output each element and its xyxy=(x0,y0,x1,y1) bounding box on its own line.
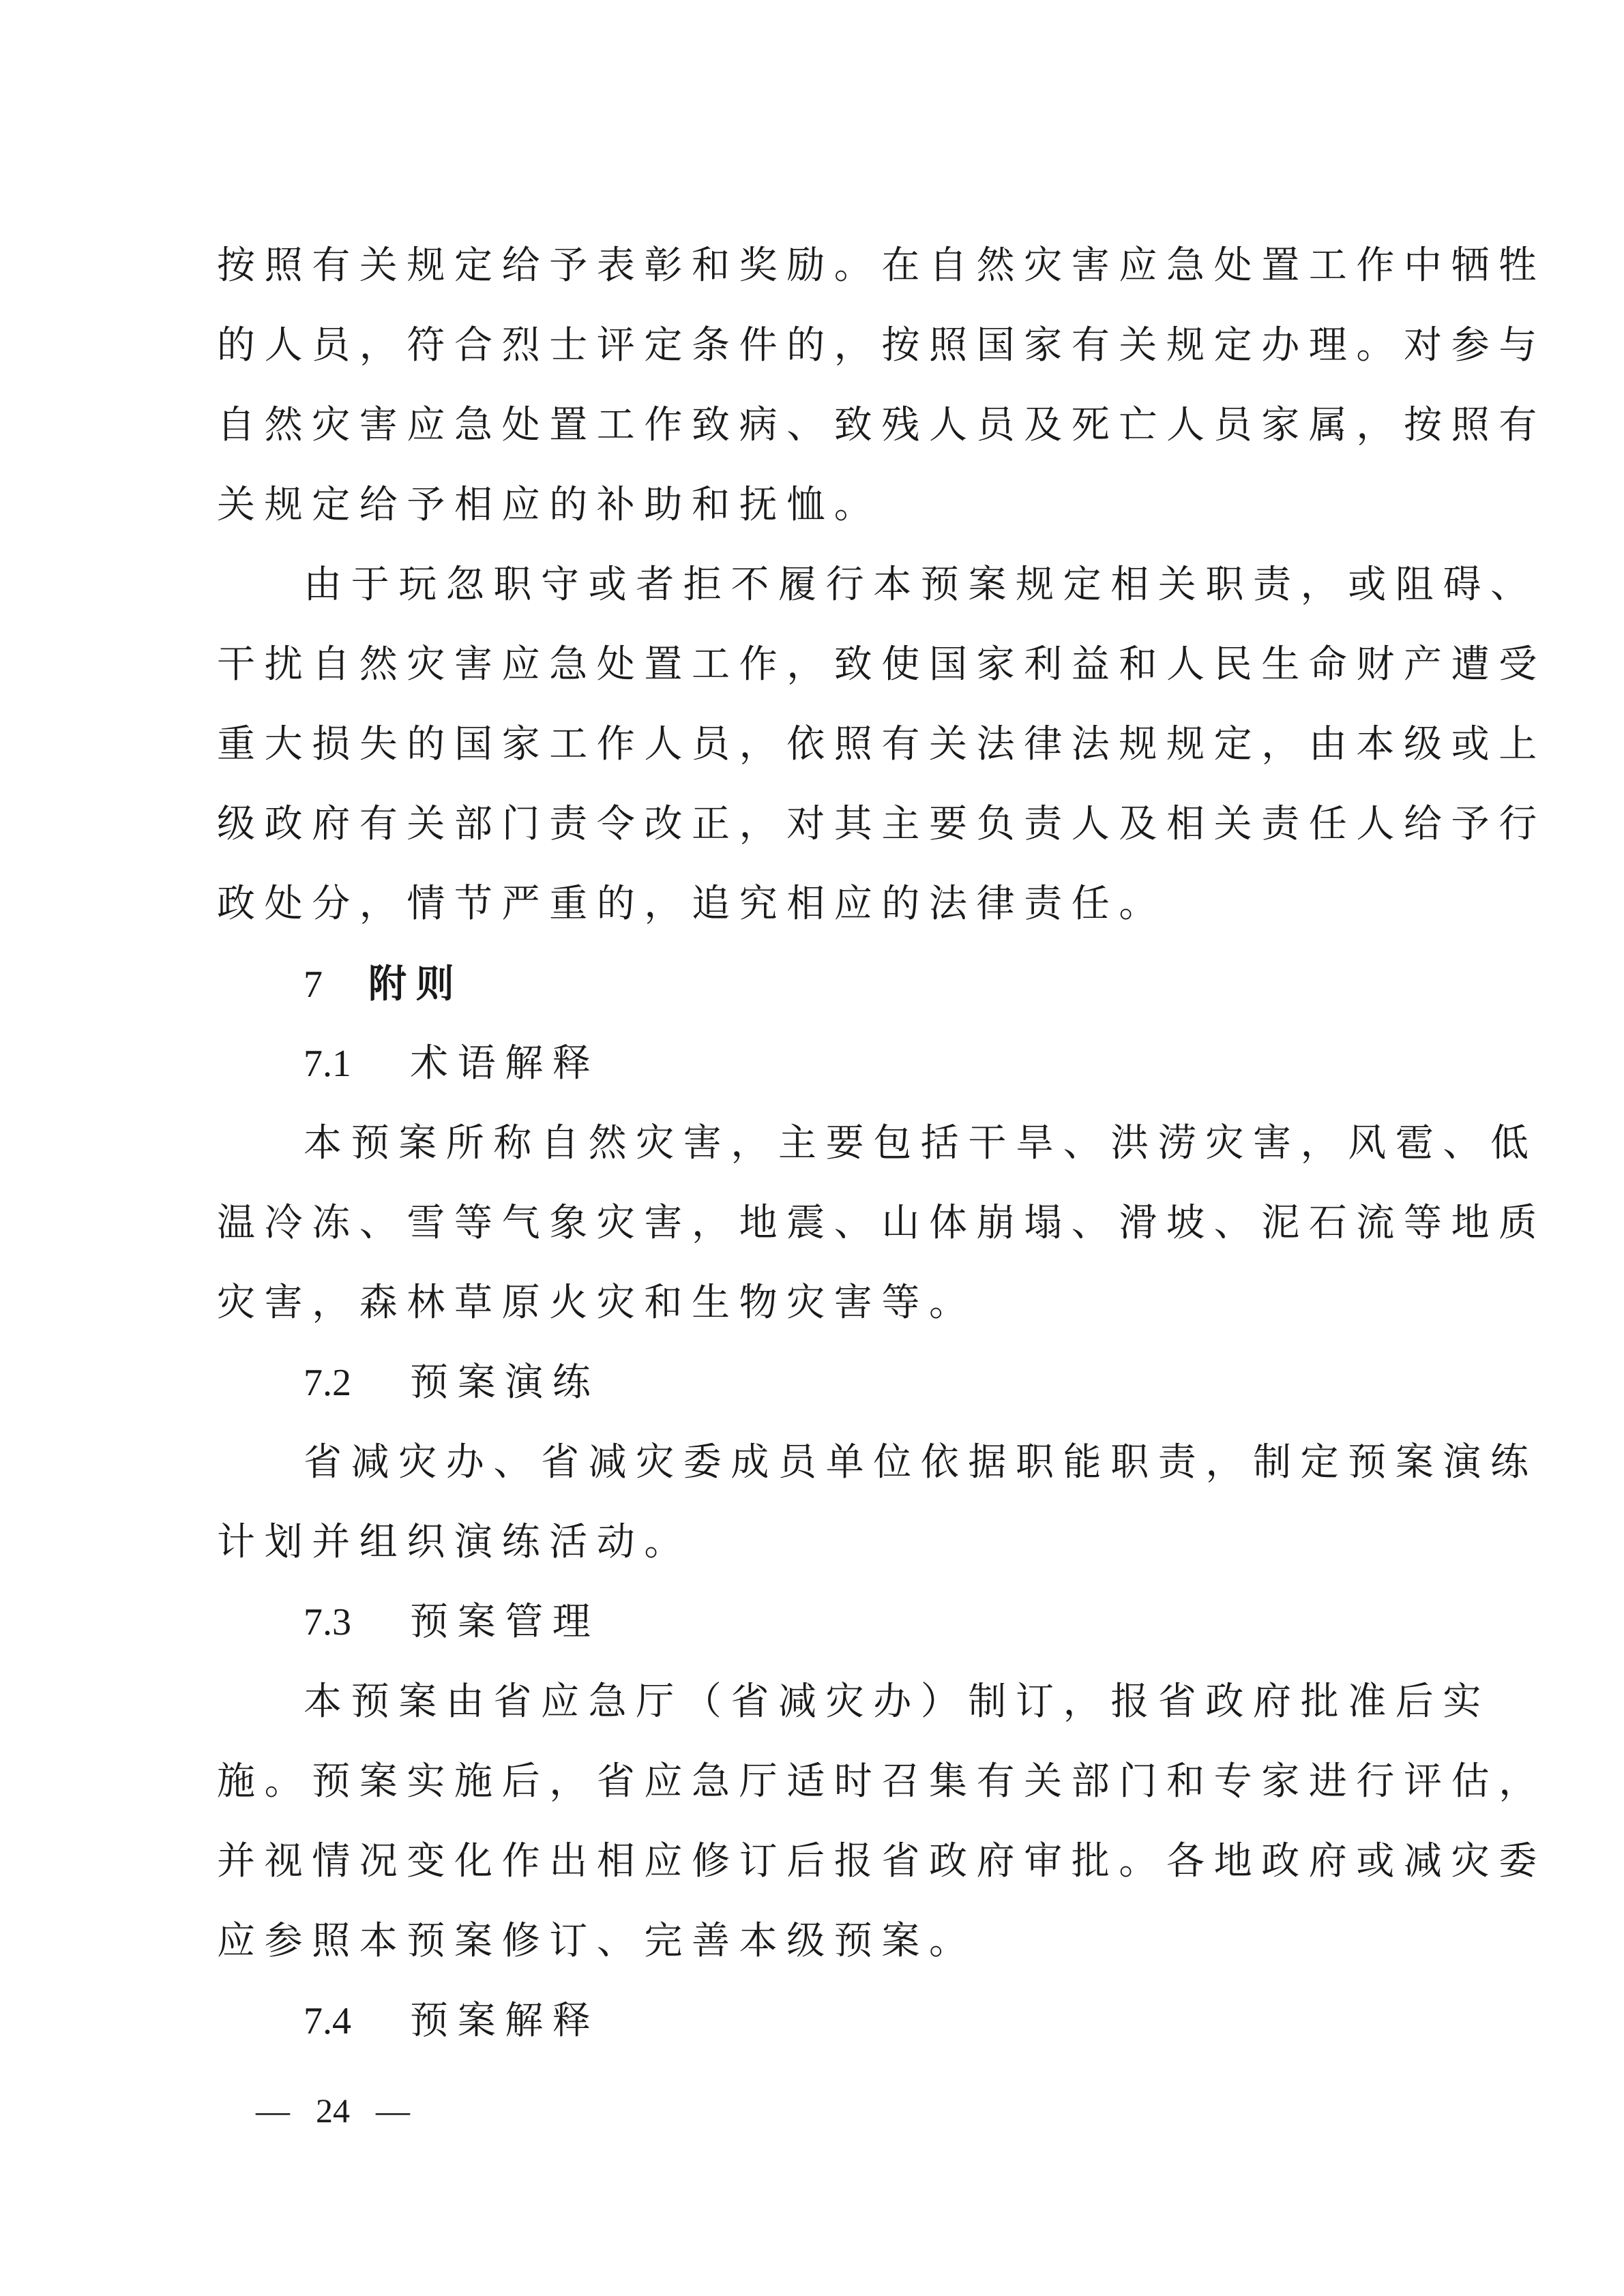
section-number: 7.4 xyxy=(304,2000,351,2042)
paragraph-line: 计划并组织演练活动。 xyxy=(217,1520,692,1564)
section-title: 术语解释 xyxy=(410,1041,600,1086)
paragraph-line: 本预案由省应急厅（省减灾办）制订，报省政府批准后实 xyxy=(304,1680,1490,1724)
paragraph-line: 施。预案实施后，省应急厅适时召集有关部门和专家进行评估， xyxy=(217,1759,1546,1804)
section-title: 预案解释 xyxy=(410,1999,600,2043)
paragraph-line: 温冷冻、雪等气象灾害，地震、山体崩塌、滑坡、泥石流等地质 xyxy=(217,1201,1546,1245)
paragraph-line: 自然灾害应急处置工作致病、致残人员及死亡人员家属，按照有 xyxy=(217,403,1546,447)
section-number: 7.1 xyxy=(304,1043,351,1085)
section-number: 7.2 xyxy=(304,1362,351,1404)
paragraph-line: 省减灾办、省减灾委成员单位依据职能职责，制定预案演练 xyxy=(304,1440,1538,1485)
paragraph-line: 按照有关规定给予表彰和奖励。在自然灾害应急处置工作中牺牲 xyxy=(217,243,1546,288)
section-title: 预案演练 xyxy=(410,1360,600,1405)
section-heading-7-1 xyxy=(304,1037,600,1091)
section-title: 预案管理 xyxy=(410,1600,600,1644)
paragraph-line: 政处分，情节严重的，追究相应的法律责任。 xyxy=(217,882,1166,926)
footer-dash-right: — xyxy=(376,2091,410,2130)
section-number: 7.3 xyxy=(304,1601,351,1643)
section-heading-7-4 xyxy=(304,1994,600,2048)
paragraph-line: 级政府有关部门责令改正，对其主要负责人及相关责任人给予行 xyxy=(217,802,1546,846)
paragraph-line: 关规定给予相应的补助和抚恤。 xyxy=(217,483,882,527)
section-heading-7-2 xyxy=(304,1356,600,1410)
section-heading-7-3 xyxy=(304,1595,600,1650)
chapter-title: 附则 xyxy=(368,961,464,1007)
paragraph-line: 并视情况变化作出相应修订后报省政府审批。各地政府或减灾委 xyxy=(217,1839,1546,1883)
page-footer xyxy=(249,2083,417,2138)
paragraph-line: 本预案所称自然灾害，主要包括干旱、洪涝灾害，风雹、低 xyxy=(304,1121,1538,1165)
page-number: 24 xyxy=(316,2091,350,2130)
paragraph-line: 的人员，符合烈士评定条件的，按照国家有关规定办理。对参与 xyxy=(217,323,1546,368)
paragraph-line: 重大损失的国家工作人员，依照有关法律法规规定，由本级或上 xyxy=(217,722,1546,766)
chapter-number: 7 xyxy=(304,964,323,1006)
paragraph-line: 干扰自然灾害应急处置工作，致使国家利益和人民生命财产遭受 xyxy=(217,642,1546,687)
paragraph-line: 灾害，森林草原火灾和生物灾害等。 xyxy=(217,1281,977,1325)
paragraph-line: 由于玩忽职守或者拒不履行本预案规定相关职责，或阻碍、 xyxy=(304,563,1538,607)
chapter-heading xyxy=(304,957,463,1011)
paragraph-line: 应参照本预案修订、完善本级预案。 xyxy=(217,1919,977,1963)
footer-dash-left: — xyxy=(256,2091,290,2130)
